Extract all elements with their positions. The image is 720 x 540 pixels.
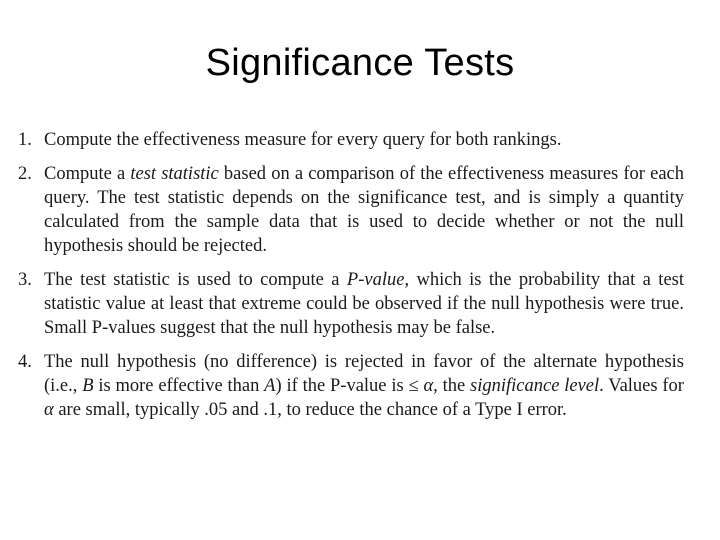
step-text bbox=[44, 350, 684, 422]
list-item bbox=[18, 128, 684, 152]
step-number: 1. bbox=[18, 130, 32, 150]
emphasis-text: test statistic bbox=[130, 164, 219, 184]
math-variable: A bbox=[264, 376, 276, 396]
text-run: ) if the P-value is ≤ bbox=[275, 376, 424, 396]
step-number: 4. bbox=[18, 352, 32, 372]
step-text bbox=[44, 128, 684, 152]
slide-title: Significance Tests bbox=[205, 42, 515, 84]
text-run: , the bbox=[433, 376, 471, 396]
text-run: The null hypothesis (no difference) is rejected in favor of the alternate hypothesis (i.e., bbox=[44, 352, 684, 396]
text-run: Compute a bbox=[44, 164, 131, 184]
text-run: , which is the probability that a test statistic value at least that extreme could be observed if the null hypothesis were true. Small P-values suggest that the null hypothesis may be false. bbox=[44, 270, 684, 338]
list-item bbox=[18, 268, 684, 340]
step-number: 2. bbox=[18, 164, 32, 184]
math-variable: α bbox=[44, 400, 54, 420]
text-run: . Values for bbox=[599, 376, 684, 396]
step-text bbox=[44, 268, 684, 340]
list-item bbox=[18, 350, 684, 422]
text-run: is more effective than bbox=[93, 376, 265, 396]
text-run: based on a comparison of the effectiveness measures for each query. The test statistic depends on the significance test, and is simply a quantity calculated from the sample data that is used to decide whether or not the null hypothesis should be rejected. bbox=[44, 164, 684, 256]
text-run: The test statistic is used to compute a bbox=[44, 270, 347, 290]
text-run: Compute the effectiveness measure for every query for both rankings. bbox=[44, 130, 562, 150]
math-variable: B bbox=[82, 376, 94, 396]
step-text bbox=[44, 162, 684, 258]
math-variable: α bbox=[423, 376, 434, 396]
emphasis-text: P-value bbox=[346, 270, 405, 290]
step-number: 3. bbox=[18, 270, 32, 290]
emphasis-text: significance level bbox=[470, 376, 600, 396]
text-run: are small, typically .05 and .1, to reduce the chance of a Type I error. bbox=[53, 400, 567, 420]
list-item bbox=[18, 162, 684, 258]
steps-list bbox=[18, 128, 684, 432]
